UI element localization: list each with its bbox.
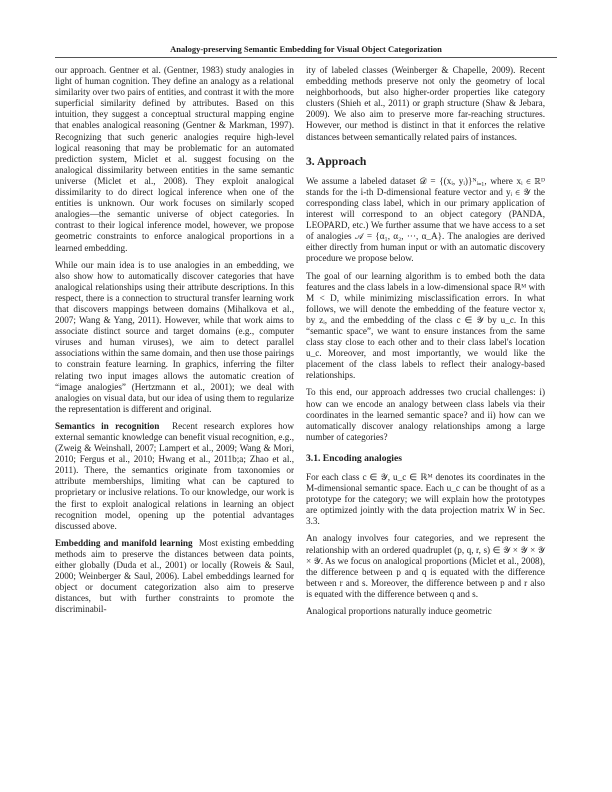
paragraph-analogy-quadruplet: An analogy involves four categories, and we represent the relationship with an ordered quadruplet (p, q, r, s) ∈ 𝒴 × 𝒴 × 𝒴 × 𝒴. As we focus on analogical proportions (Miclet et al., 2008), the difference between p and q is equated with the difference between r and s. Moreover, the difference between p and r also is equated with the difference between q and s. [306,533,545,599]
left-column [55,65,294,622]
paragraph-challenges: To this end, our approach addresses two crucial challenges: i) how can we encode an analogy between class labels via their coordinates in the learned semantic space? and ii) how can we automatically discover analogy relationships among a large number of categories? [306,387,545,442]
paragraph-analogical-proportions: Analogical proportions naturally induce geometric [306,606,492,617]
header-rule [55,57,557,58]
run-in-heading-embedding: Embedding and manifold learning [55,537,193,548]
right-column [306,65,545,623]
running-head: Analogy-preserving Semantic Embedding for Visual Object Categorization [170,44,442,54]
paragraph-dataset-assumption: We assume a labeled dataset 𝒟 = {(xᵢ, yᵢ)}ᴺᵢ₌₁, where xᵢ ∈ ℝᴰ stands for the i-th D-dimensional feature vector and yᵢ ∈ 𝒴 the corresponding class label, which in our primary application of interest will correspond to an object category (PANDA, LEOPARD, etc.) We further assume that we have access to a set of analogies 𝒜 = {α₁, α₂, ···, α_A}. The analogies are derived either directly from human input or with an automatic discovery procedure we propose below. [306,175,545,264]
paragraph-learning-goal: The goal of our learning algorithm is to embed both the data features and the class labels in a low-dimensional space ℝᴹ with M < D, while minimizing misclassification errors. In what follows, we will denote the embedding of the feature vector xᵢ by zᵢ, and the embedding of the class c ∈ 𝒴 by u_c. In this “semantic space”, we want to ensure instances from the same class stay close to each other and to their class label's location u_c. Moreover, and most importantly, we would like the placement of the class labels to reflect their analogy-based relationships. [306,270,545,381]
semantics-body: Recent research explores how external semantic knowledge can benefit visual recognition, e.g., (Zweig & Weinshall, 2007; Lampert et al., 2009; Wang & Mori, 2010; Fergus et al., 2010; Hwang et al., 2011b;a; Zhao et al., 2011). There, the semantics originate from taxonomies or attribute memberships, limiting what can be captured to proprietary or inclusive relations. To our knowledge, our work is the first to exploit analogical relations in learning an object recognition model, opening up the potential advantages discussed above. [55,420,294,531]
paragraph-semantics-in-recognition [55,421,294,532]
embedding-body: Most existing embedding methods aim to preserve the distances between data points, either globally (Duda et al., 2001) or locally (Roweis & Saul, 2000; Weinberger & Saul, 2006). Label embeddings learned for object or document categorization also aim to preserve distances, but with further constraints to promote the discriminabil- [55,537,294,615]
paragraph-analogy-discovery: While our main idea is to use analogies in an embedding, we also show how to automatically discover categories that have analogical relationships using their attribute descriptions. In this respect, there is a connection to structural transfer learning work that discovers mappings between domains (Mihalkova et al., 2007; Wang & Yang, 2011). However, while that work aims to associate distinct source and target domains (e.g., computer viruses and human viruses), we aim to detect parallel associations within the same domain, and then use those pairings to constrain feature learning. In graphics, inferring the filter relating two input images allows the automatic creation of “image analogies” (Hertzmann et al., 2001); we deal with analogies on visual data, but our idea of using them to regularize the representation is different and original. [55,259,294,414]
section-heading-approach: 3. Approach [306,154,367,168]
subsection-heading-encoding: 3.1. Encoding analogies [306,452,402,464]
paragraph-class-prototypes: For each class c ∈ 𝒴, u_c ∈ ℝᴹ denotes its coordinates in the M-dimensional semantic space. Each u_c can be thought of as a prototype for the category; we will explain how the prototypes are optimized jointly with the data projection matrix W in Sec. 3.3. [306,472,545,527]
run-in-heading-semantics: Semantics in recognition [55,420,160,431]
paragraph-related-work-analogy: our approach. Gentner et al. (Gentner, 1983) study analogies in light of human cognition. They define an analogy as a relational similarity over two pairs of entities, and contrast it with the more superficial similarity defined by attributes. Based on this intuition, they suggest a conceptual structural mapping engine that enables analogical reasoning (Gentner & Markman, 1997). Recognizing that such generic analogies require high-level logical reasoning that may be problematic for an automated prediction system, Miclet et al. suggest focusing on the analogical dissimilarity between entities in the same semantic universe (Miclet et al., 2008). They exploit analogical dissimilarity to do direct logical inference when one of the entities is unknown. Our work focuses on similarly scoped analogies—the semantic universe of object categories. In contrast to their logical inference model, however, we propose geometric constraints to enforce analogical proportions in a learned embedding. [55,65,294,253]
paragraph-embedding-continued: ity of labeled classes (Weinberger & Chapelle, 2009). Recent embedding methods preserve not only the geometry of local neighborhoods, but also higher-order properties like category clusters (Shieh et al., 2011) or graph structure (Shaw & Jebara, 2009). We also aim to preserve more far-reaching structures. However, our method is distinct in that it enforces the relative distances between semantically related pairs of instances. [306,65,545,142]
paragraph-embedding-manifold [55,538,294,616]
